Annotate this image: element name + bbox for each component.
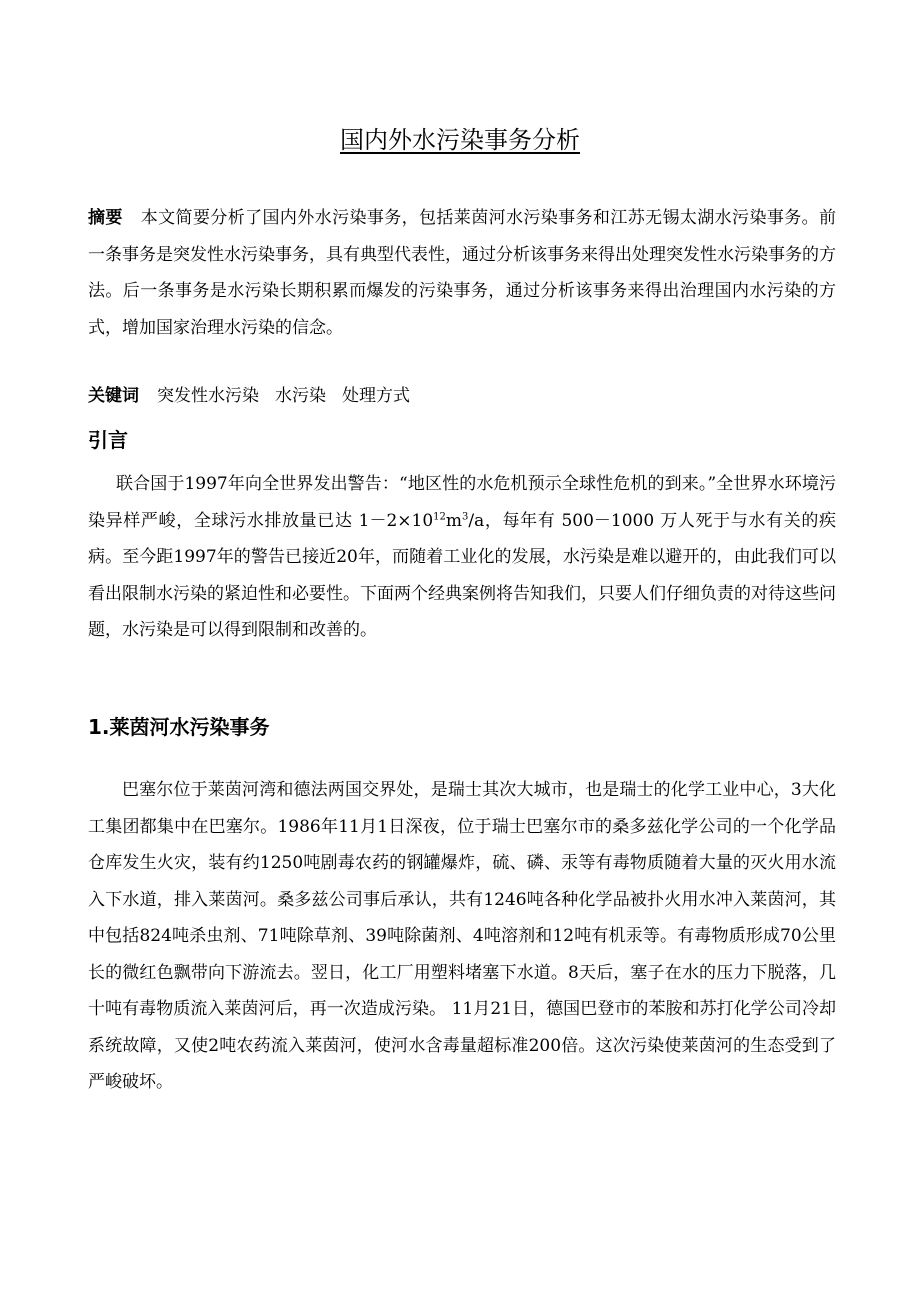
keywords-line [88, 378, 836, 414]
abstract-paragraph [88, 200, 836, 346]
keyword-item: 水污染 [275, 386, 326, 406]
keywords-label: 关键词 [88, 386, 139, 406]
intro-heading: 引言 [88, 428, 128, 452]
document-title: 国内外水污染事务分析 [340, 126, 580, 154]
intro-paragraph [88, 466, 836, 649]
intro-exponent: 12 [433, 510, 446, 522]
section1-paragraph: 巴塞尔位于莱茵河湾和德法两国交界处，是瑞士其次大城市，也是瑞士的化学工业中心，3大化工集团都集中在巴塞尔。1986年11月1日深夜，位于瑞士巴塞尔市的桑多兹化学公司的一个化学品仓库发生火灾，装有约1250吨剧毒农药的钢罐爆炸，硫、磷、汞等有毒物质随着大量的灭火用水流入下水道，排入莱茵河。桑多兹公司事后承认，共有1246吨各种化学品被扑火用水冲入莱茵河，其中包括824吨杀虫剂、71吨除草剂、39吨除菌剂、4吨溶剂和12吨有机汞等。有毒物质形成70公里长的微红色飘带向下游流去。翌日，化工厂用塑料堵塞下水道。8天后，塞子在水的压力下脱落，几十吨有毒物质流入莱茵河后，再一次造成污染。 11月21日，德国巴登市的苯胺和苏打化学公司冷却系统故障，又使2吨农药流入莱茵河，使河水含毒量超标准200倍。这次污染使莱茵河的生态受到了严峻破坏。 [88, 780, 836, 1092]
abstract-label: 摘要 [88, 208, 123, 228]
abstract-text: 本文简要分析了国内外水污染事务，包括莱茵河水污染事务和江苏无锡太湖水污染事务。前一条事务是突发性水污染事务，具有典型代表性，通过分析该事务来得出处理突发性水污染事务的方法。后一条事务是水污染长期积累而爆发的污染事务，通过分析该事务来得出治理国内水污染的方式，增加国家治理水污染的信念。 [88, 208, 836, 338]
intro-exponent-2: 3 [462, 510, 469, 522]
intro-unit: m [445, 510, 462, 531]
intro-text-part-1: 联合国于1997年向全世界发出警告：“地区性的水危机预示全球性危机的到来。”全世界水环境污染异样严峻，全球污水排放量已达 1－2×10 [88, 474, 836, 531]
keyword-item: 突发性水污染 [157, 386, 259, 406]
section1-heading: 1.莱茵河水污染事务 [88, 715, 270, 739]
intro-text-part-2: /a，每年有 500－1000 万人死于与水有关的疾病。至今距1997年的警告已接近20年，而随着工业化的发展，水污染是难以避开的，由此我们可以看出限制水污染的紧迫性和必要性。下面两个经典案例将告知我们，只要人们仔细负责的对待这些问题，水污染是可以得到限制和改善的。 [88, 510, 836, 640]
keyword-item: 处理方式 [342, 386, 410, 406]
